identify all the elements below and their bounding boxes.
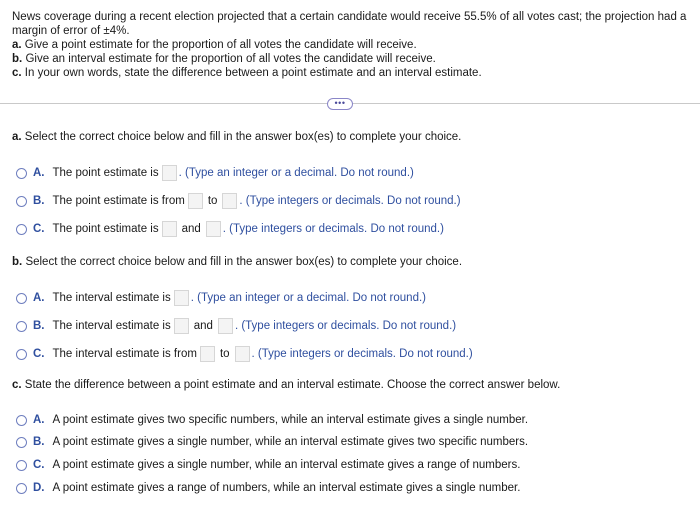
radio-button[interactable]	[16, 437, 27, 448]
problem-part-c: c. In your own words, state the difference between a point estimate and an interval estimate.	[12, 67, 482, 79]
part-c-option-d[interactable]: D. A point estimate gives a range of numbers, while an interval estimate gives a single number.	[16, 480, 521, 496]
part-c-prompt: c. State the difference between a point estimate and an interval estimate. Choose the correct answer below.	[12, 379, 561, 391]
answer-box-lower[interactable]	[188, 193, 203, 209]
part-c-option-a[interactable]: A. A point estimate gives two specific numbers, while an interval estimate gives a single number.	[16, 412, 529, 428]
problem-part-a: a. Give a point estimate for the proportion of all votes the candidate will receive.	[12, 39, 417, 51]
part-c-option-b[interactable]: B. A point estimate gives a single number, while an interval estimate gives two specific numbers.	[16, 434, 529, 450]
answer-box-first[interactable]	[162, 221, 177, 237]
part-a-option-a[interactable]: A. The point estimate is . (Type an integer or a decimal. Do not round.)	[16, 165, 414, 181]
radio-button[interactable]	[16, 293, 27, 304]
part-a-option-c[interactable]: C. The point estimate is and . (Type integers or decimals. Do not round.)	[16, 221, 444, 237]
radio-button[interactable]	[16, 349, 27, 360]
radio-button[interactable]	[16, 321, 27, 332]
part-b-option-c[interactable]: C. The interval estimate is from to . (Type integers or decimals. Do not round.)	[16, 346, 473, 362]
part-c-option-c[interactable]: C. A point estimate gives a single number, while an interval estimate gives a range of numbers.	[16, 457, 521, 473]
radio-button[interactable]	[16, 196, 27, 207]
answer-box-first[interactable]	[174, 318, 189, 334]
answer-box-lower[interactable]	[200, 346, 215, 362]
radio-button[interactable]	[16, 483, 27, 494]
answer-box-upper[interactable]	[222, 193, 237, 209]
problem-intro: News coverage during a recent election projected that a certain candidate would receive 55.5% of all votes cast; the projection had a margin of error of ±4%.	[12, 11, 687, 37]
part-b-option-a[interactable]: A. The interval estimate is . (Type an integer or a decimal. Do not round.)	[16, 290, 426, 306]
radio-button[interactable]	[16, 460, 27, 471]
more-button[interactable]: •••	[327, 98, 353, 110]
radio-button[interactable]	[16, 415, 27, 426]
problem-statement	[12, 10, 692, 80]
answer-box[interactable]	[162, 165, 177, 181]
part-b-prompt: b. Select the correct choice below and fill in the answer box(es) to complete your choice.	[12, 256, 463, 268]
part-b-option-b[interactable]: B. The interval estimate is and . (Type integers or decimals. Do not round.)	[16, 318, 456, 334]
part-a-option-b[interactable]: B. The point estimate is from to . (Type integers or decimals. Do not round.)	[16, 193, 461, 209]
answer-box-second[interactable]	[206, 221, 221, 237]
answer-box[interactable]	[174, 290, 189, 306]
answer-box-second[interactable]	[218, 318, 233, 334]
problem-part-b: b. Give an interval estimate for the proportion of all votes the candidate will receive.	[12, 53, 436, 65]
radio-button[interactable]	[16, 168, 27, 179]
part-a-prompt: a. Select the correct choice below and fill in the answer box(es) to complete your choice.	[12, 131, 462, 143]
radio-button[interactable]	[16, 224, 27, 235]
answer-box-upper[interactable]	[235, 346, 250, 362]
